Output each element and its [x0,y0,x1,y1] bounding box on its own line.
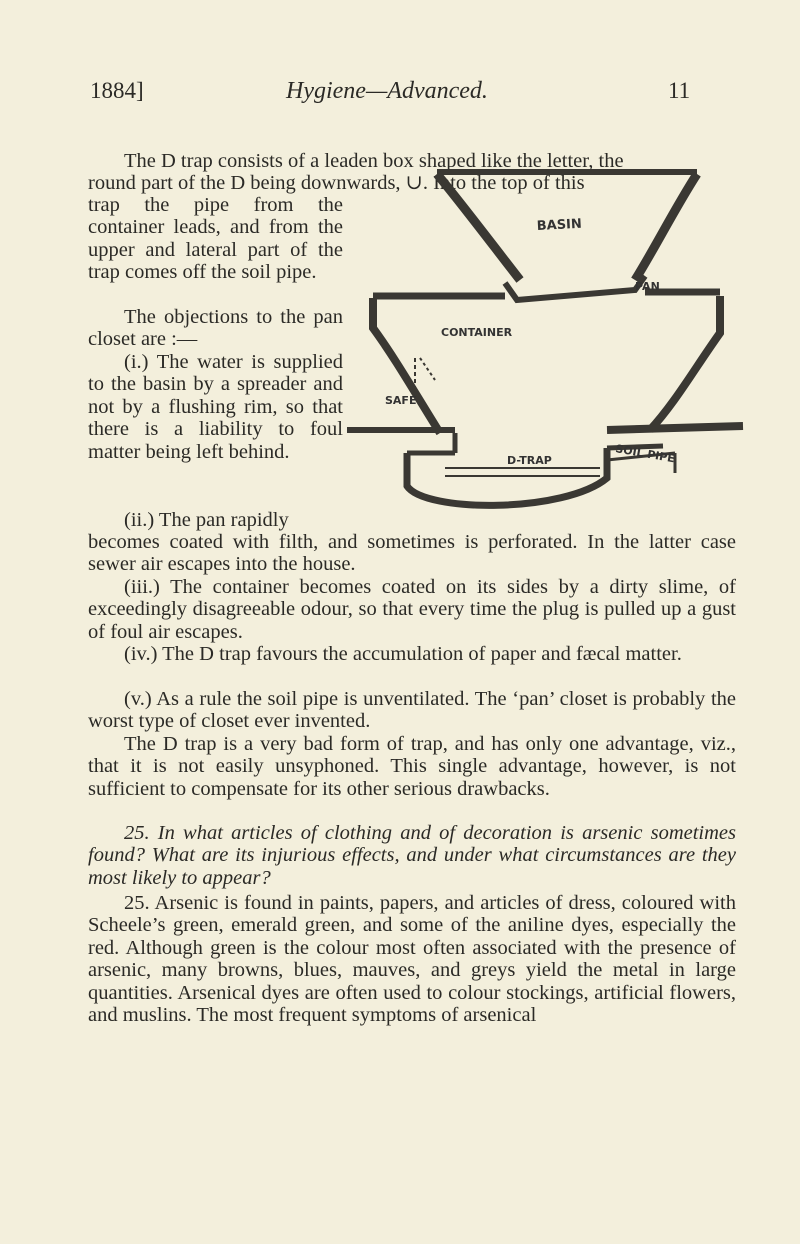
pan [505,276,645,300]
label-basin: BASIN [536,216,583,234]
objection-iv: (iv.) The D trap favours the accumulation of paper and fæcal matter. [124,643,682,665]
paragraph-d-trap-continued: trap the pipe from the container leads, and from the upper and lateral part of the trap comes off the soil pipe. [88,194,343,284]
paragraph-d-trap-line-1: The D trap consists of a leaden box shaped like the letter, the [124,150,624,172]
paragraph-d-trap-line-2: round part of the D being downwards, ∪. Into the top of this [88,172,585,194]
objection-iii: (iii.) The container becomes coated on its sides by a dirty slime, of exceedingly disagreeable odour, so that every time the plug is pulled up a gust of foul air escapes. [88,576,736,643]
objection-i: (i.) The water is supplied to the basin by a spreader and not by a flushing rim, so that there is a liability to foul matter being left behind. [88,351,343,463]
label-pan: PAN [635,280,660,293]
page-header [90,78,710,112]
label-safe: SAFE [385,394,417,407]
header-title: Hygiene—Advanced. [286,78,488,104]
question-25: 25. In what articles of clothing and of decoration is arsenic sometimes found? What are its injurious effects, and under what circumstances are they most likely to appear? [88,822,736,889]
paragraph-d-trap-verdict: The D trap is a very bad form of trap, and has only one advantage, viz., that it is not easily unsyphoned. This single advantage, however, is not sufficient to compensate for its other serious drawbacks. [88,733,736,800]
pan-closet-diagram [345,168,745,513]
objections-intro: The objections to the pan closet are :— [88,306,343,351]
container-dash-2 [420,358,435,380]
container-right-wall [650,296,720,430]
safe-tray-right [607,426,743,430]
label-container: CONTAINER [441,326,513,339]
basin-left-wall [437,174,520,280]
objection-ii-rest: becomes coated with filth, and sometimes is perforated. In the latter case sewer air escapes into the house. [88,531,736,576]
pan-closet-svg [345,168,745,513]
objection-ii-start: (ii.) The pan rapidly [124,509,289,531]
objection-v: (v.) As a rule the soil pipe is unventilated. The ‘pan’ closet is probably the worst type of closet ever invented. [88,688,736,733]
header-page-number: 11 [668,78,691,103]
header-year: 1884] [90,78,144,103]
answer-25: 25. Arsenic is found in paints, papers, and articles of dress, coloured with Scheele’s green, emerald green, and some of the aniline dyes, especially the red. Although green is the colour most often associated with the presence of arsenic, many browns, blues, mauves, and greys yield the metal in large quantities. Arsenical dyes are often used to colour stockings, artificial flowers, and muslins. The most frequent symptoms of arsenical [88,892,736,1027]
label-trap: D-TRAP [507,454,552,467]
label-soil-pipe: SOIL PIPE [614,442,676,466]
basin-right-wall [635,174,697,280]
container-left-wall [373,298,440,433]
